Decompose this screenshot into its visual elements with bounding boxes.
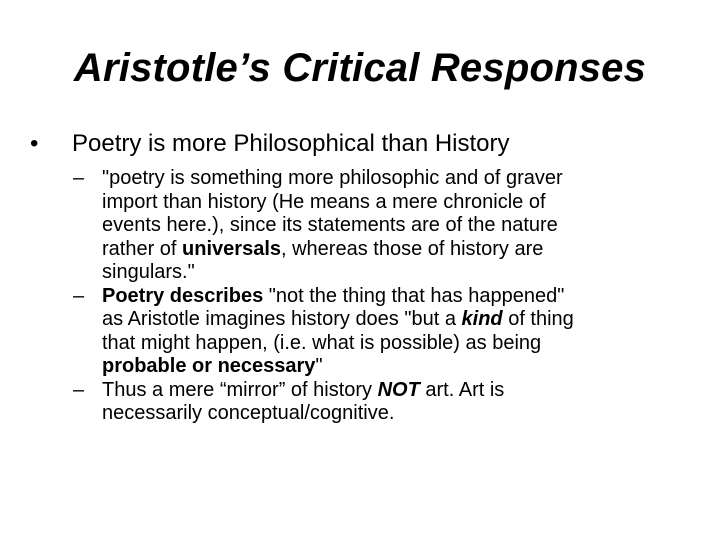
sub-bullet-list — [73, 167, 693, 426]
text-run: Thus a mere “mirror” of history — [102, 378, 378, 401]
sub-bullet-1 — [73, 167, 693, 285]
text-line: singulars." — [102, 261, 195, 283]
text-run: art. Art is — [419, 378, 505, 401]
text-run: , whereas those of history are — [281, 237, 544, 260]
text-run: "not the thing that has happened" — [263, 284, 565, 307]
bullet-mark: • — [30, 130, 39, 157]
text-run: of thing — [502, 308, 574, 330]
text-line: necessarily conceptual/cognitive. — [102, 402, 395, 424]
text-line: events here.), since its statements are of the nature — [102, 214, 558, 236]
text-line: import than history (He means a mere chronicle of — [102, 190, 546, 213]
emphasis-not-text: NOT — [377, 378, 420, 401]
text-run: as Aristotle imagines history does "but a — [102, 308, 462, 330]
emphasis-probable-or-necessary: probable or necessary — [102, 355, 316, 377]
emphasis-universals: universals — [182, 237, 281, 260]
text-line — [102, 355, 693, 379]
emphasis-kind — [462, 308, 503, 330]
dash-mark: – — [73, 167, 85, 189]
text-line — [102, 285, 693, 309]
main-bullet-text: Poetry is more Philosophical than History — [72, 130, 510, 157]
text-run: " — [315, 355, 323, 377]
sub-bullet-2 — [73, 285, 693, 379]
text-line: "poetry is something more philosophic and of graver — [102, 167, 563, 189]
dash-mark: – — [73, 378, 85, 401]
slide-title: Aristotle’s Critical Responses — [73, 46, 647, 90]
emphasis-poetry-describes: Poetry describes — [102, 284, 264, 307]
text-run: rather of — [102, 237, 183, 260]
emphasis-not — [378, 379, 420, 401]
emphasis-kind-text: kind — [461, 308, 503, 330]
sub-bullet-3 — [73, 379, 693, 426]
text-line — [102, 238, 693, 262]
dash-mark: – — [73, 284, 85, 307]
text-line — [102, 308, 693, 332]
text-line: that might happen, (i.e. what is possible) as being — [102, 331, 542, 354]
text-line — [102, 379, 693, 403]
